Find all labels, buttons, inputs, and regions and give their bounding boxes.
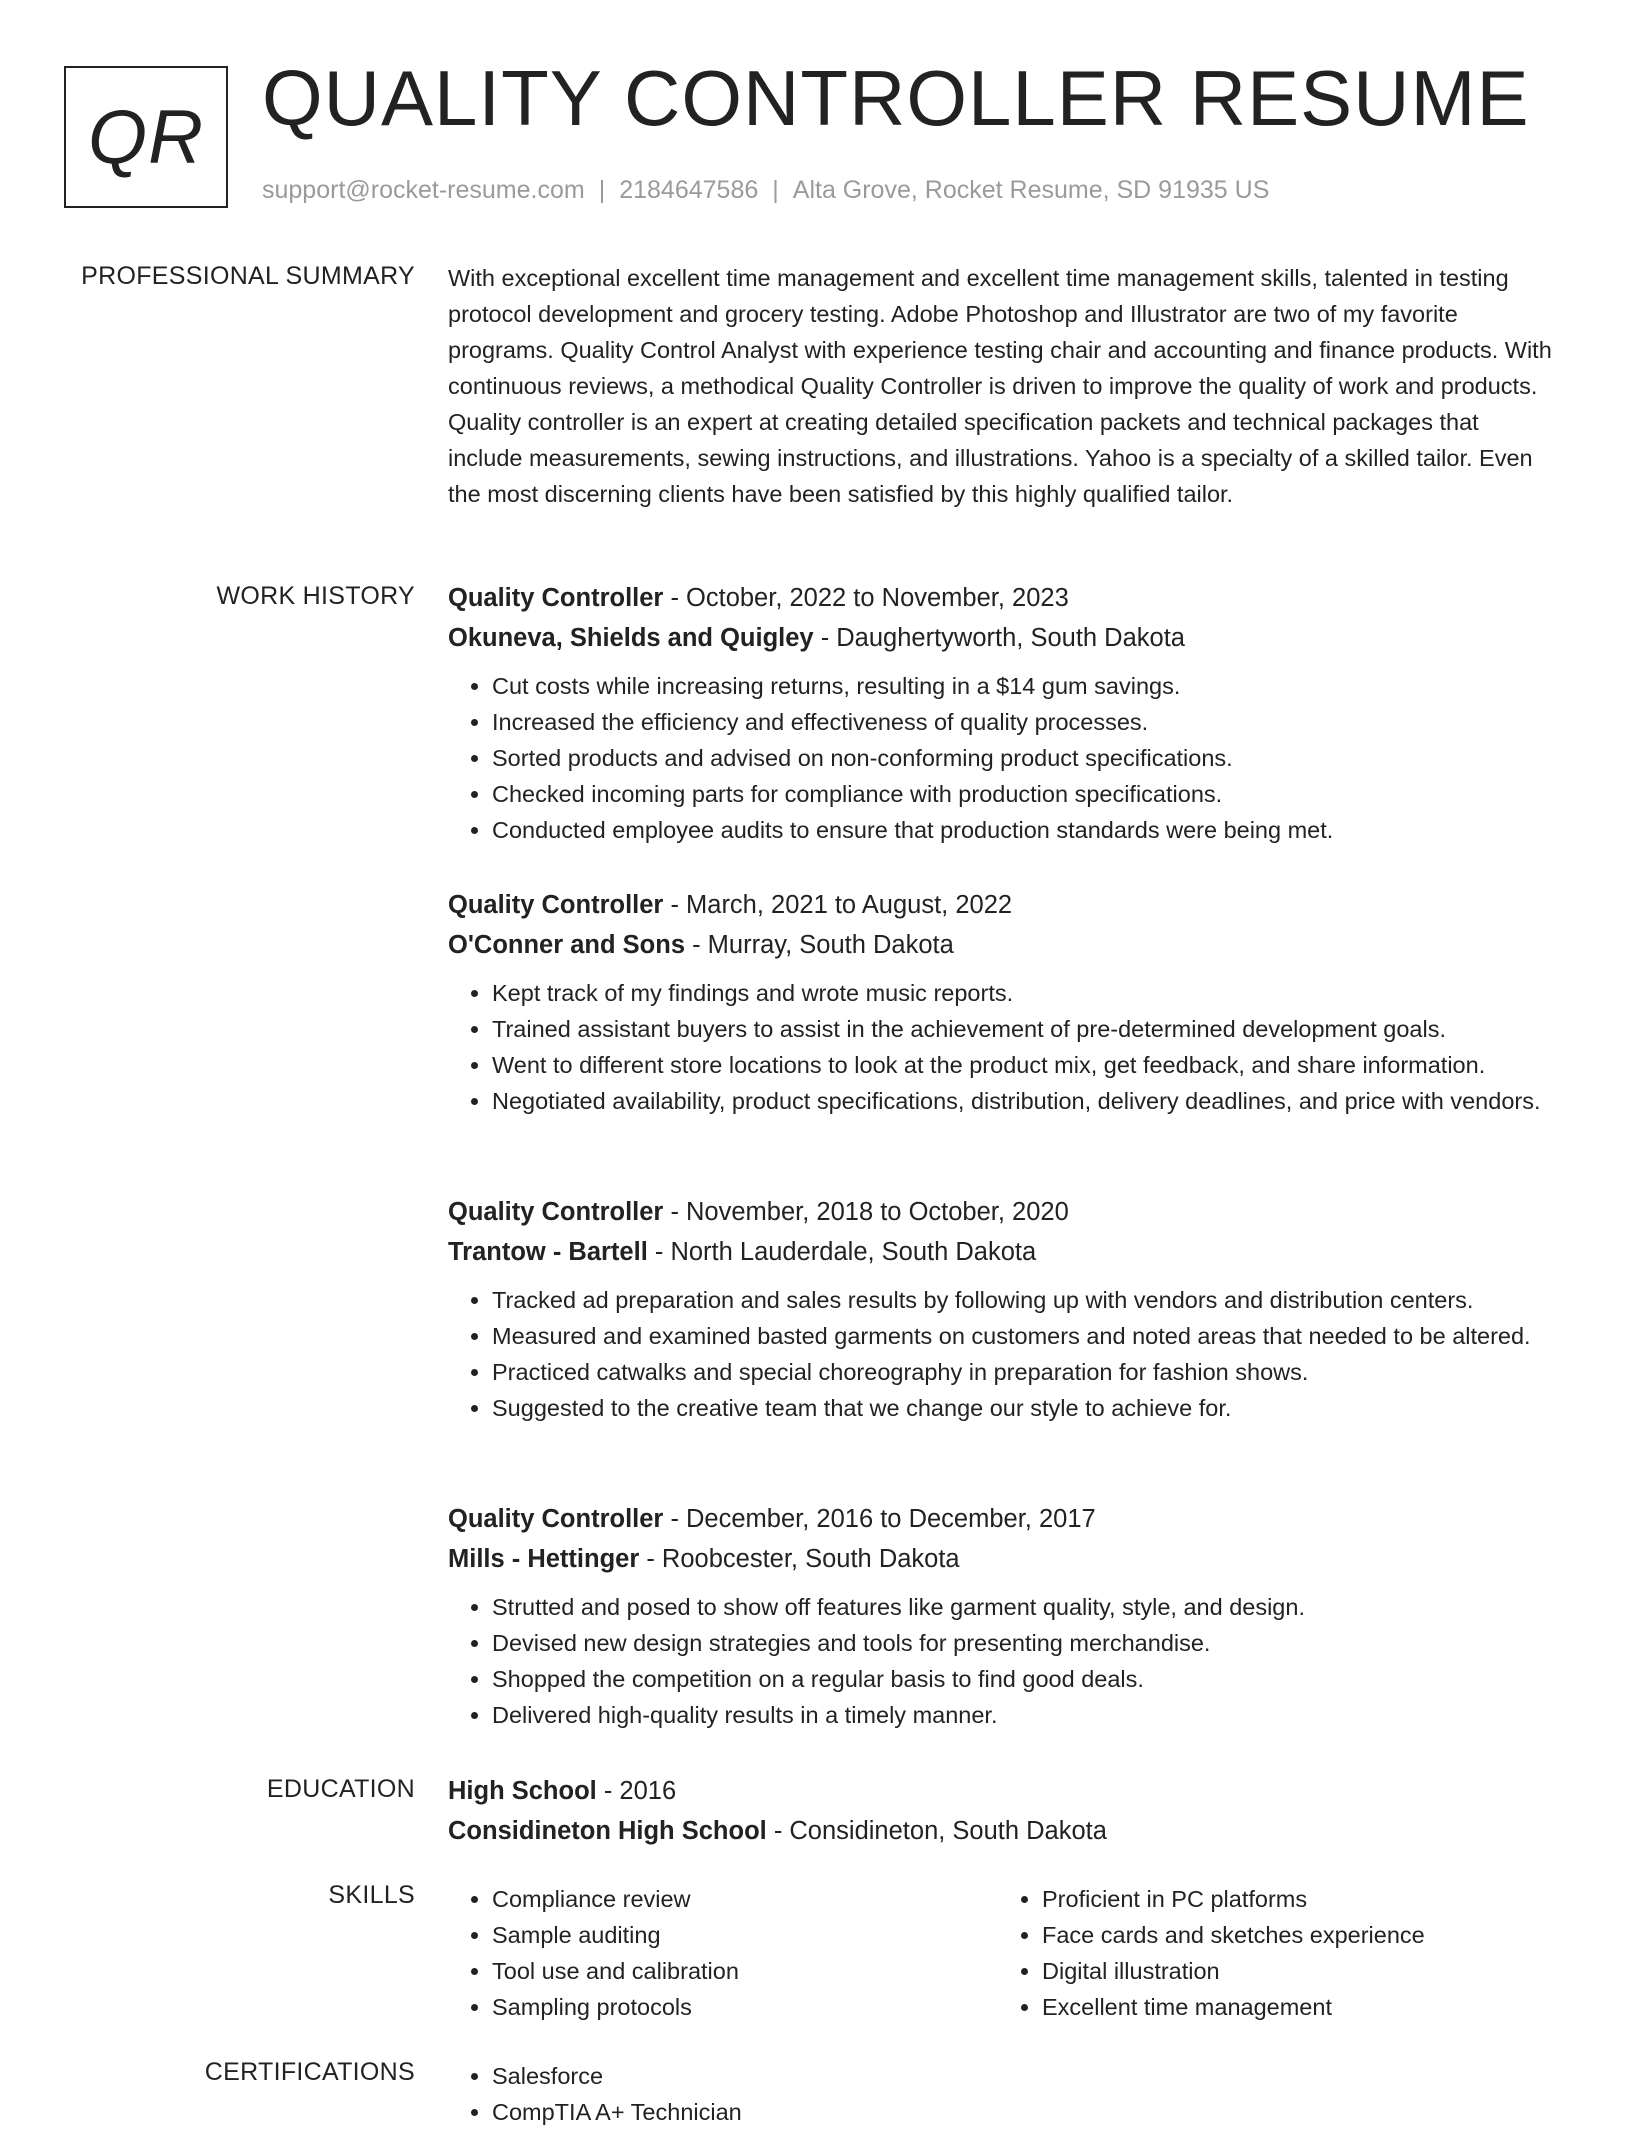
- list-item: • Shopped the competition on a regular basis to find good deals.: [492, 1661, 1558, 1697]
- list-item: • Went to different store locations to look at the product mix, get feedback, and share information.: [492, 1047, 1558, 1083]
- job-title: Quality Controller: [448, 891, 664, 919]
- contact-address: Alta Grove, Rocket Resume, SD 91935 US: [792, 176, 1270, 204]
- job-bullets: [448, 668, 1558, 848]
- job-company-line: [448, 1232, 1558, 1272]
- list-item: • Sample auditing: [492, 1917, 998, 1953]
- job-company: Trantow - Bartell: [448, 1238, 648, 1266]
- list-item: • Excellent time management: [1042, 1989, 1548, 2025]
- job-title-line: [448, 1192, 1558, 1232]
- list-item: • Checked incoming parts for compliance with production specifications.: [492, 776, 1558, 812]
- list-item: • Sampling protocols: [492, 1989, 998, 2025]
- job-location: - Roobcester, South Dakota: [639, 1545, 960, 1573]
- list-item: • Tracked ad preparation and sales results by following up with vendors and distribution centers.: [492, 1282, 1558, 1318]
- job-location: - Murray, South Dakota: [685, 931, 954, 959]
- education-location: - Considineton, South Dakota: [766, 1817, 1107, 1845]
- job-title: Quality Controller: [448, 584, 664, 612]
- work-history-label: WORK HISTORY: [216, 582, 415, 610]
- job-company-line: [448, 925, 1558, 965]
- list-item: • Devised new design strategies and tools for presenting merchandise.: [492, 1625, 1558, 1661]
- job-location: - Daughertyworth, South Dakota: [813, 624, 1185, 652]
- education-degree-line: [448, 1771, 1558, 1811]
- list-item: • Increased the efficiency and effectiveness of quality processes.: [492, 704, 1558, 740]
- list-item: • Conducted employee audits to ensure that production standards were being met.: [492, 812, 1558, 848]
- resume-title: QUALITY CONTROLLER RESUME: [262, 54, 1530, 142]
- list-item: • Practiced catwalks and special choreography in preparation for fashion shows.: [492, 1354, 1558, 1390]
- job-dates: - November, 2018 to October, 2020: [663, 1198, 1069, 1226]
- education-year: - 2016: [596, 1777, 677, 1805]
- list-item: • Measured and examined basted garments on customers and noted areas that needed to be altered.: [492, 1318, 1558, 1354]
- list-item: • Salesforce: [492, 2058, 1558, 2094]
- summary-text: With exceptional excellent time management and excellent time management skills, talented in testing protocol development and grocery testing. Adobe Photoshop and Illustrator are two of my favorite programs. Quality Control Analyst with experience testing chair and accounting and finance products. With continuous reviews, a methodical Quality Controller is driven to improve the quality of work and products. Quality controller is an expert at creating detailed specification packets and technical packages that include measurements, sewing instructions, and illustrations. Yahoo is a specialty of a skilled tailor. Even the most discerning clients have been satisfied by this highly qualified tailor.: [448, 265, 1552, 507]
- job-title-line: [448, 885, 1558, 925]
- list-item: • Sorted products and advised on non-conforming product specifications.: [492, 740, 1558, 776]
- list-item: • Negotiated availability, product specifications, distribution, delivery deadlines, and price with vendors.: [492, 1083, 1558, 1119]
- job-bullets: [448, 1589, 1558, 1733]
- certifications-label: CERTIFICATIONS: [204, 2058, 415, 2086]
- education-school-line: [448, 1811, 1558, 1851]
- job-bullets: [448, 1282, 1558, 1426]
- list-item: • Tool use and calibration: [492, 1953, 998, 1989]
- job-title: Quality Controller: [448, 1505, 664, 1533]
- job-company-line: [448, 618, 1558, 658]
- job-title: Quality Controller: [448, 1198, 664, 1226]
- contact-separator: |: [772, 176, 779, 204]
- list-item: • Face cards and sketches experience: [1042, 1917, 1548, 1953]
- contact-email: support@rocket-resume.com: [262, 176, 585, 204]
- job-dates: - December, 2016 to December, 2017: [663, 1505, 1096, 1533]
- job-company: Okuneva, Shields and Quigley: [448, 624, 814, 652]
- certifications-list: [448, 2058, 1558, 2130]
- education-degree: High School: [448, 1777, 597, 1805]
- list-item: • Compliance review: [492, 1881, 998, 1917]
- skills-list: [998, 1881, 1548, 2025]
- list-item: • Delivered high-quality results in a timely manner.: [492, 1697, 1558, 1733]
- job-title-line: [448, 1499, 1558, 1539]
- list-item: • Kept track of my findings and wrote music reports.: [492, 975, 1558, 1011]
- job-dates: - October, 2022 to November, 2023: [663, 584, 1069, 612]
- list-item: • CompTIA A+ Technician: [492, 2094, 1558, 2130]
- skills-columns: [448, 1881, 1558, 2025]
- job-bullets: [448, 975, 1558, 1119]
- contact-phone: 2184647586: [619, 176, 759, 204]
- skills-column: [448, 1881, 998, 2025]
- monogram-text: QR: [88, 94, 204, 180]
- list-item: • Digital illustration: [1042, 1953, 1548, 1989]
- job-dates: - March, 2021 to August, 2022: [663, 891, 1013, 919]
- summary-body: [448, 260, 1558, 512]
- job-location: - North Lauderdale, South Dakota: [647, 1238, 1037, 1266]
- list-item: • Trained assistant buyers to assist in the achievement of pre-determined development goals.: [492, 1011, 1558, 1047]
- skills-column: [998, 1881, 1548, 2025]
- monogram-badge: [64, 66, 228, 208]
- education-school: Considineton High School: [448, 1817, 767, 1845]
- skills-list: [448, 1881, 998, 2025]
- skills-label: SKILLS: [328, 1881, 415, 1909]
- education-label: EDUCATION: [266, 1775, 415, 1803]
- contact-separator: |: [598, 176, 606, 204]
- job-title-line: [448, 578, 1558, 618]
- job-company-line: [448, 1539, 1558, 1579]
- list-item: • Cut costs while increasing returns, resulting in a $14 gum savings.: [492, 668, 1558, 704]
- job-company: Mills - Hettinger: [448, 1545, 640, 1573]
- list-item: • Suggested to the creative team that we change our style to achieve for.: [492, 1390, 1558, 1426]
- list-item: • Proficient in PC platforms: [1042, 1881, 1548, 1917]
- summary-label: PROFESSIONAL SUMMARY: [81, 262, 415, 290]
- list-item: • Strutted and posed to show off features like garment quality, style, and design.: [492, 1589, 1558, 1625]
- job-company: O'Conner and Sons: [448, 931, 685, 959]
- contact-line: [262, 176, 1269, 205]
